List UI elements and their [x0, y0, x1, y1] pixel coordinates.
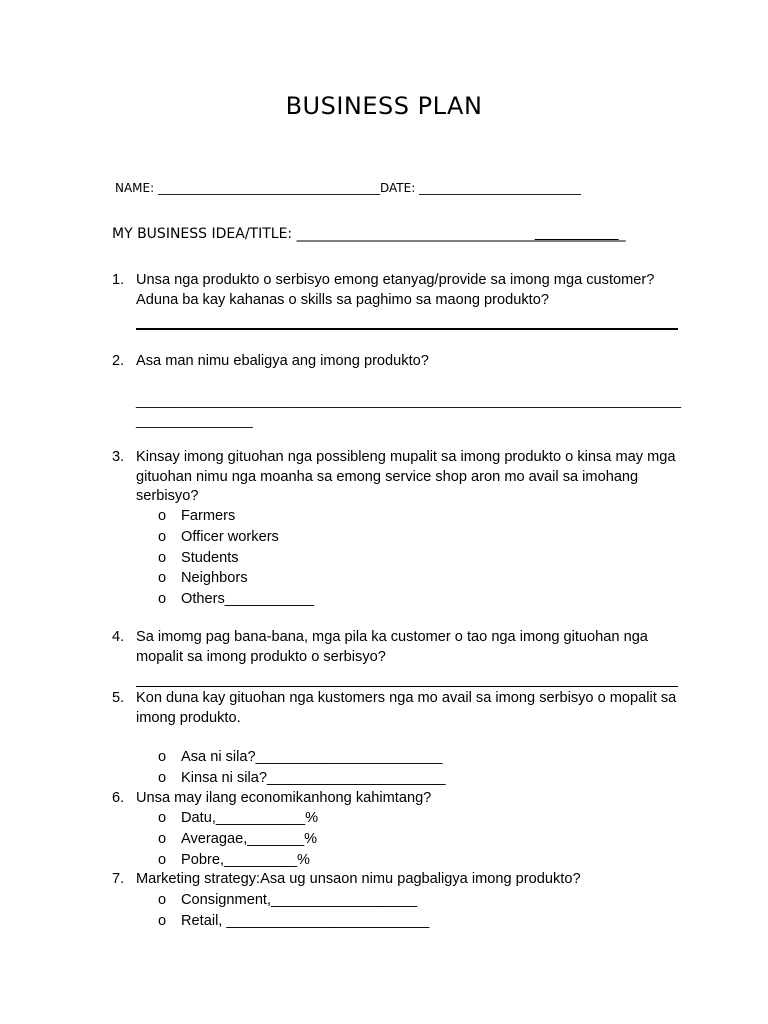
question-text: Kon duna kay gituohan nga kustomers nga mo avail sa imong serbisyo o mopalit sa imong produkto.	[136, 690, 677, 726]
bullet-icon: o	[158, 831, 167, 847]
business-idea-line	[112, 226, 682, 242]
answer-line-2a: ______________________________________________________________________	[136, 392, 682, 408]
option-label: Kinsa ni sila?______________________	[181, 770, 446, 786]
question-number: 3.	[112, 449, 125, 465]
bullet-icon: o	[158, 570, 167, 586]
answer-line-1	[136, 328, 678, 330]
option-item	[158, 850, 310, 870]
question-text: Marketing strategy:Asa ug unsaon nimu pagbaligya imong produkto?	[136, 871, 581, 887]
question-number: 7.	[112, 871, 125, 887]
question-text: Unsa nga produkto o serbisyo emong etanyag/provide sa imong mga customer? Aduna ba kay kahanas o skills sa paghimo sa maong produkto?	[136, 272, 655, 308]
option-item	[158, 506, 235, 526]
bullet-icon: o	[158, 508, 167, 524]
bullet-icon: o	[158, 852, 167, 868]
option-label: Asa ni sila?_______________________	[181, 749, 443, 765]
question-number: 4.	[112, 629, 125, 645]
question-number: 2.	[112, 353, 125, 369]
option-item	[158, 568, 248, 588]
option-label: Retail, _________________________	[181, 913, 430, 929]
question-text: Kinsay imong gituohan nga possibleng mupalit sa imong produkto o kinsa may mga gituohan nimu nga moanha sa emong service shop aron mo avail sa imohang serbisyo?	[136, 449, 676, 504]
option-label: Pobre,_________%	[181, 852, 311, 868]
option-item	[158, 589, 314, 609]
question-2	[112, 352, 682, 372]
bullet-icon: o	[158, 892, 167, 908]
question-text: Sa imomg pag bana-bana, mga pila ka customer o tao nga imong gituohan nga mopalit sa imong produkto o serbisyo?	[136, 629, 648, 665]
option-label: Neighbors	[181, 570, 248, 586]
option-label: Datu,___________%	[181, 810, 319, 826]
option-item	[158, 768, 446, 788]
business-idea-blank-tail: _	[618, 226, 626, 242]
answer-line-4	[136, 686, 678, 687]
option-item	[158, 890, 417, 910]
bullet-icon: o	[158, 550, 167, 566]
question-7	[112, 870, 682, 890]
bullet-icon: o	[158, 913, 167, 929]
option-label: Students	[181, 550, 239, 566]
option-label: Averagae,_______%	[181, 831, 318, 847]
page-title: BUSINESS PLAN	[285, 92, 483, 120]
option-item	[158, 548, 239, 568]
option-label: Officer workers	[181, 529, 279, 545]
answer-line-2b: _______________	[136, 412, 253, 428]
option-item	[158, 808, 318, 828]
question-6	[112, 789, 682, 809]
option-label: Consignment,__________________	[181, 892, 418, 908]
question-4	[112, 628, 682, 667]
bullet-icon: o	[158, 749, 167, 765]
option-item	[158, 911, 429, 931]
bullet-icon: o	[158, 529, 167, 545]
option-label: Farmers	[181, 508, 236, 524]
question-5	[112, 689, 682, 728]
option-label: Others___________	[181, 591, 315, 607]
question-number: 5.	[112, 690, 125, 706]
bullet-icon: o	[158, 770, 167, 786]
question-text: Asa man nimu ebaligya ang imong produkto?	[136, 353, 429, 369]
question-3	[112, 448, 682, 507]
bullet-icon: o	[158, 591, 167, 607]
name-date-line: NAME: _____________________________________DATE: ___________________________	[115, 181, 582, 195]
question-number: 6.	[112, 790, 125, 806]
question-number: 1.	[112, 272, 125, 288]
bullet-icon: o	[158, 810, 167, 826]
option-item	[158, 747, 442, 767]
option-item	[158, 829, 317, 849]
question-1	[112, 271, 682, 310]
option-item	[158, 527, 279, 547]
business-idea-blank: __________________________________	[296, 226, 535, 242]
business-idea-blank-underlined: ____________	[534, 226, 619, 242]
business-idea-label: MY BUSINESS IDEA/TITLE:	[112, 226, 297, 242]
question-text: Unsa may ilang economikanhong kahimtang?	[136, 790, 432, 806]
